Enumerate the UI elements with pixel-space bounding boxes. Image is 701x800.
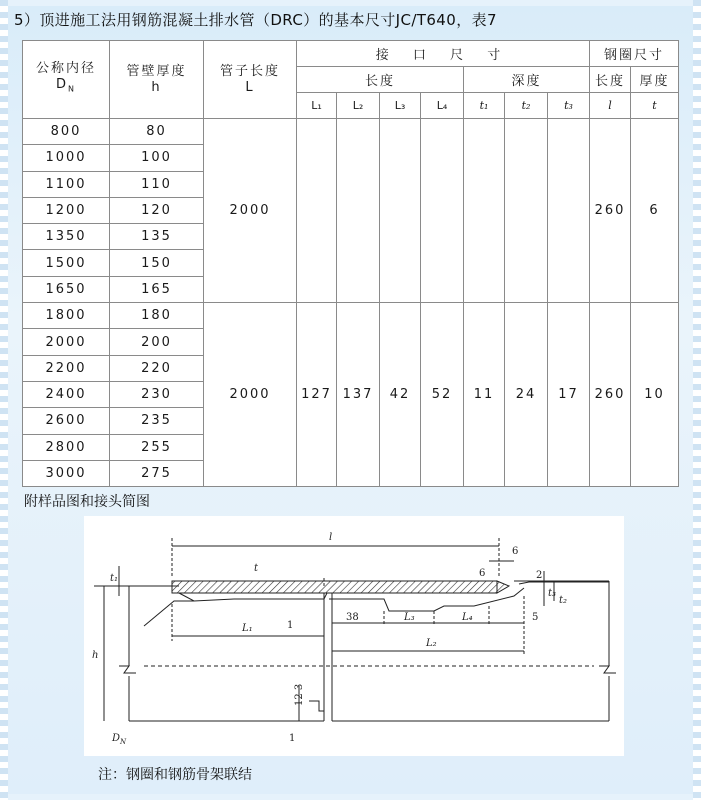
cell-L1: 127 — [297, 303, 337, 487]
label-12-3: 12 3 — [294, 683, 305, 706]
cell-L4: 52 — [421, 303, 464, 487]
cell-L4 — [421, 119, 464, 303]
header-depth: 深度 — [464, 67, 590, 93]
cell-t1 — [464, 119, 505, 303]
header-t: t — [631, 93, 679, 119]
cell-dn: 1200 — [23, 197, 110, 223]
header-ring-length: 长度 — [590, 67, 631, 93]
label-1-bottom: 1 — [289, 733, 296, 744]
cell-h: 120 — [110, 197, 204, 223]
cell-t1: 11 — [464, 303, 505, 487]
cell-pipe-length: 2000 — [204, 303, 297, 487]
label-L4: L₄ — [462, 612, 473, 623]
cell-h: 220 — [110, 355, 204, 381]
label-L1: L₁ — [242, 623, 253, 634]
label-t3: t₃ — [548, 588, 557, 599]
cell-h: 150 — [110, 250, 204, 276]
header-nominal-diameter: 公称内径 $D_N$ — [23, 41, 110, 119]
cell-h: 165 — [110, 276, 204, 302]
cell-L2: 137 — [337, 303, 380, 487]
cell-dn: 2000 — [23, 329, 110, 355]
cell-dn: 2600 — [23, 408, 110, 434]
cell-t2 — [505, 119, 548, 303]
right-torn-edge — [693, 0, 701, 800]
header-length: 长度 — [297, 67, 464, 93]
cell-h: 180 — [110, 303, 204, 329]
cell-dn: 1500 — [23, 250, 110, 276]
cell-ring-length: 260 — [590, 119, 631, 303]
cell-t3: 17 — [548, 303, 590, 487]
table-row — [23, 303, 679, 329]
cell-ring-thickness: 6 — [631, 119, 679, 303]
header-pipe-length: 管子长度 L — [204, 41, 297, 119]
label-6-mid: 6 — [479, 568, 486, 579]
label-t-hatch: t — [254, 563, 259, 574]
cell-h: 80 — [110, 119, 204, 145]
label-l: l — [329, 532, 333, 543]
cell-h: 230 — [110, 381, 204, 407]
table-caption: 5）顶进施工法用钢筋混凝土排水管（DRC）的基本尺寸JC/T640，表7 — [14, 11, 497, 29]
cell-L1 — [297, 119, 337, 303]
cell-h: 100 — [110, 145, 204, 171]
header-L3: L₃ — [380, 93, 421, 119]
header-ring-thickness: 厚度 — [631, 67, 679, 93]
cell-dn: 2800 — [23, 434, 110, 460]
footnote: 注：钢圈和钢筋骨架联结 — [98, 767, 252, 783]
cell-L2 — [337, 119, 380, 303]
cell-h: 235 — [110, 408, 204, 434]
label-h: h — [92, 650, 99, 661]
label-6-top: 6 — [512, 546, 519, 557]
cell-dn: 2200 — [23, 355, 110, 381]
figure-label: 附样品图和接头简图 — [24, 494, 150, 510]
label-DN-sub: N — [120, 738, 127, 746]
diagram-labels — [92, 532, 567, 746]
cell-h: 135 — [110, 224, 204, 250]
cell-dn: 1000 — [23, 145, 110, 171]
cell-dn: 1100 — [23, 171, 110, 197]
label-t2: t₂ — [559, 595, 568, 606]
header-joint-size: 接 口 尺 寸 — [297, 41, 590, 67]
header-wall-thickness: 管壁厚度 h — [110, 41, 204, 119]
label-L2: L₂ — [426, 638, 437, 649]
label-DN: D — [112, 733, 121, 744]
cell-h: 275 — [110, 460, 204, 486]
left-torn-edge — [0, 0, 8, 800]
label-1-left: 1 — [287, 620, 294, 631]
cell-L3: 42 — [380, 303, 421, 487]
cell-dn: 1650 — [23, 276, 110, 302]
header-t1: t₁ — [464, 93, 505, 119]
header-l: l — [590, 93, 631, 119]
steel-ring — [172, 581, 497, 593]
cell-t3 — [548, 119, 590, 303]
joint-diagram — [84, 516, 624, 756]
label-38: 38 — [346, 612, 359, 623]
cell-dn: 1800 — [23, 303, 110, 329]
cell-t2: 24 — [505, 303, 548, 487]
table-row — [23, 119, 679, 145]
cell-h: 255 — [110, 434, 204, 460]
header-L2: L₂ — [337, 93, 380, 119]
header-steel-ring-size: 钢圈尺寸 — [590, 41, 679, 67]
label-5: 5 — [532, 612, 539, 623]
label-t1: t₁ — [110, 573, 119, 584]
cell-h: 110 — [110, 171, 204, 197]
label-2: 2 — [536, 570, 543, 581]
cell-dn: 1350 — [23, 224, 110, 250]
cell-h: 200 — [110, 329, 204, 355]
cell-dn: 2400 — [23, 381, 110, 407]
header-t2: t₂ — [505, 93, 548, 119]
cell-L3 — [380, 119, 421, 303]
cell-ring-thickness: 10 — [631, 303, 679, 487]
header-t3: t₃ — [548, 93, 590, 119]
cell-dn: 3000 — [23, 460, 110, 486]
cell-ring-length: 260 — [590, 303, 631, 487]
cell-dn: 800 — [23, 119, 110, 145]
pipe-dimension-table — [22, 40, 679, 487]
label-L3: L₃ — [404, 612, 415, 623]
header-L1: L₁ — [297, 93, 337, 119]
header-L4: L₄ — [421, 93, 464, 119]
cell-pipe-length: 2000 — [204, 119, 297, 303]
